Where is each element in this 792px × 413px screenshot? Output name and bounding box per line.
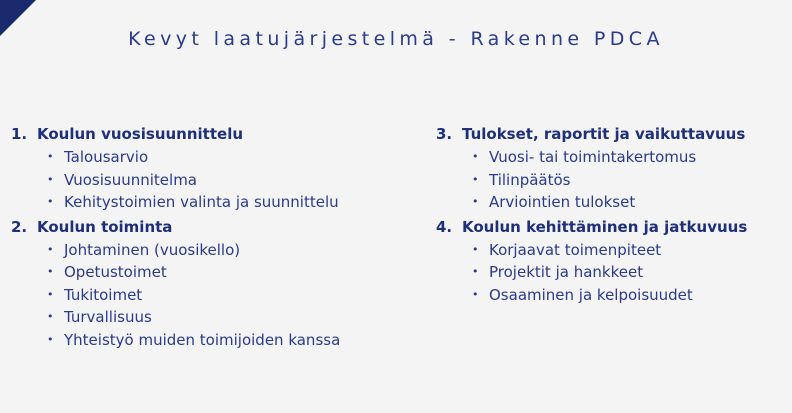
- bullet-list: [11, 239, 340, 352]
- section-number: 4.: [436, 217, 453, 236]
- section-number: 2.: [11, 217, 28, 236]
- list-item: • Tukitoimet: [11, 284, 340, 307]
- section-heading: [436, 215, 747, 239]
- bullet-icon: •: [47, 265, 54, 278]
- section-title: Tulokset, raportit ja vaikuttavuus: [462, 125, 746, 143]
- section-title: Koulun kehittäminen ja jatkuvuus: [462, 217, 748, 236]
- list-item: • Projektit ja hankkeet: [436, 261, 747, 284]
- section-number: 1.: [11, 125, 28, 143]
- bullet-icon: •: [472, 172, 479, 186]
- bullet-icon: •: [47, 150, 54, 163]
- section-2: [11, 215, 340, 352]
- bullet-icon: •: [472, 265, 479, 278]
- list-item: • Korjaavat toimenpiteet: [436, 239, 747, 262]
- list-item: • Arviointien tulokset: [436, 191, 747, 214]
- bullet-icon: •: [472, 195, 479, 208]
- list-item: • Talousarvio: [11, 146, 340, 169]
- bullet-icon: •: [47, 310, 54, 323]
- bullet-icon: •: [472, 150, 479, 163]
- bullet-icon: •: [47, 172, 54, 186]
- section-heading: [436, 122, 747, 146]
- section-1: [11, 122, 340, 214]
- section-3: [436, 122, 747, 214]
- bullet-icon: •: [47, 332, 54, 346]
- bullet-list: [436, 239, 747, 307]
- section-title: Koulun vuosisuunnittelu: [37, 125, 244, 143]
- section-heading: [11, 122, 340, 146]
- left-column: [11, 122, 340, 352]
- section-number: 3.: [436, 125, 453, 143]
- bullet-icon: •: [472, 287, 479, 301]
- list-item: • Johtaminen (vuosikello): [11, 239, 340, 262]
- list-item: • Opetustoimet: [11, 261, 340, 284]
- right-column: [436, 122, 747, 307]
- list-item: • Kehitystoimien valinta ja suunnittelu: [11, 191, 340, 214]
- bullet-icon: •: [472, 242, 479, 256]
- section-4: [436, 215, 747, 307]
- list-item: • Tilinpäätös: [436, 169, 747, 192]
- bullet-icon: •: [47, 195, 54, 208]
- list-item: • Vuosi- tai toimintakertomus: [436, 146, 747, 169]
- section-heading: [11, 215, 340, 239]
- list-item: • Osaaminen ja kelpoisuudet: [436, 284, 747, 307]
- section-title: Koulun toiminta: [37, 217, 173, 236]
- bullet-icon: •: [47, 242, 54, 256]
- list-item: • Yhteistyö muiden toimijoiden kanssa: [11, 329, 340, 352]
- list-item: • Vuosisuunnitelma: [11, 169, 340, 192]
- list-item: • Turvallisuus: [11, 306, 340, 329]
- bullet-list: [436, 146, 747, 214]
- bullet-list: [11, 146, 340, 214]
- bullet-icon: •: [47, 287, 54, 301]
- slide-title: Kevyt laatujärjestelmä - Rakenne PDCA: [128, 28, 664, 50]
